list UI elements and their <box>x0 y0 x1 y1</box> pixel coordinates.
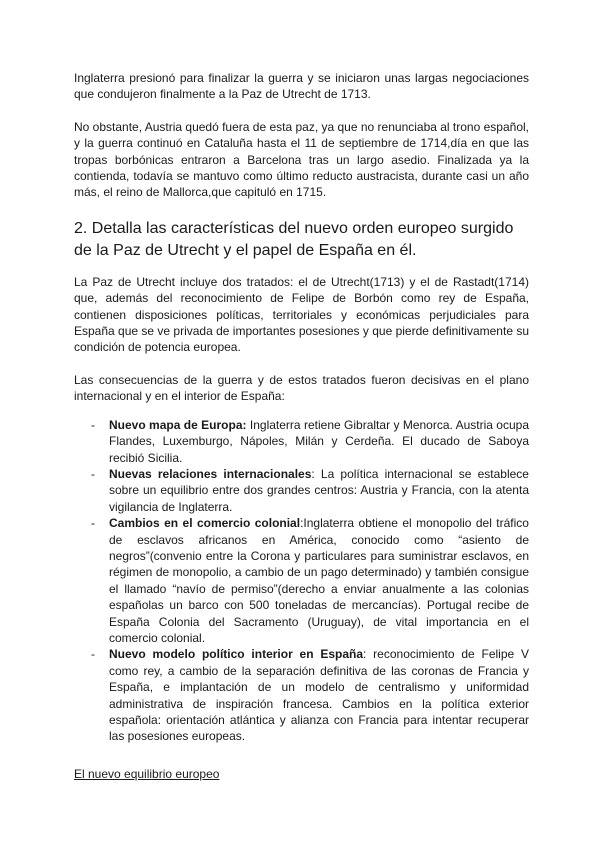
list-item <box>91 515 529 646</box>
list-bullet-marker: - <box>91 516 95 531</box>
list-item-title: Nuevo mapa de Europa: <box>109 417 247 432</box>
list-item-text: : reconocimiento de Felipe V como rey, a cambio de la separación definitiva de las coronas de Francia y España, e implantación de un modelo de centralismo y uniformidad administrativa de inspiración francesa. Cambios en la política exterior española: orientación atlántica y alianza con Francia para intentar recuperar las posesiones europeas. <box>109 647 529 744</box>
list-bullet-marker: - <box>91 417 95 432</box>
list-item-text: : La política internacional se establece sobre un equilibrio entre dos grandes centros: Austria y Francia, con la atenta vigilancia de Inglaterra. <box>109 466 529 514</box>
list-bullet-marker: - <box>91 466 95 481</box>
list-item-title: Cambios en el comercio colonial <box>109 516 301 531</box>
list-item <box>91 646 529 744</box>
list-item-text: :Inglaterra obtiene el monopolio del tráfico de esclavos africanos en América, conocido como “asiento de negros”(convenio entre la Corona y particulares para suministrar esclavos, en régimen de monopolio, a cambio de un pago determinado) y también consigue el llamado “navío de permiso”(derecho a enviar anualmente a las colonias españolas un barco con 500 toneladas de mercancías). Portugal recibe de España Colonia del Sacramento (Uruguay), de vital importancia en el comercio colonial. <box>109 516 529 645</box>
list-item-title: Nuevas relaciones internacionales <box>109 466 312 481</box>
section-heading: 2. Detalla las características del nuevo orden europeo surgido de la Paz de Utrecht y el papel de España en él. <box>74 219 514 259</box>
list-item-title: Nuevo modelo político interior en España <box>109 647 364 662</box>
list-bullet-marker: - <box>91 647 95 662</box>
paragraph-austria-war: No obstante, Austria quedó fuera de esta paz, ya que no renunciaba al trono español, y la guerra continuó en Cataluña hasta el 11 de septiembre de 1714,día en que las tropas borbónicas entraron a Barcelona tras un largo asedio. Finalizada ya la contienda, todavía se mantuvo como último reducto austracista, durante casi un año más, el reino de Mallorca,que capituló en 1715. <box>74 119 529 200</box>
list-item <box>91 417 529 466</box>
list-item <box>91 466 529 515</box>
list-item-text: Inglaterra retiene Gibraltar y Menorca. Austria ocupa Flandes, Luxemburgo, Nápoles, Milán y Cerdeña. El ducado de Saboya recibió Sicilia. <box>109 417 529 465</box>
subsection-heading-link[interactable]: El nuevo equilibrio europeo <box>74 766 220 781</box>
document-page <box>74 70 529 783</box>
paragraph-utrecht-negotiations: Inglaterra presionó para finalizar la guerra y se iniciaron unas largas negociaciones que condujeron finalmente a la Paz de Utrecht de 1713. <box>74 71 529 102</box>
paragraph-treaties: La Paz de Utrecht incluye dos tratados: el de Utrecht(1713) y el de Rastadt(1714) que, además del reconocimiento de Felipe de Borbón como rey de España, contienen disposiciones políticas, territoriales y económicas perjudiciales para España que se ve privada de importantes posesiones y que pierde definitivamente su condición de potencia europea. <box>74 274 529 355</box>
paragraph-consequences: Las consecuencias de la guerra y de estos tratados fueron decisivas en el plano internacional y en el interior de España: <box>74 372 529 404</box>
consequences-list <box>74 417 529 745</box>
